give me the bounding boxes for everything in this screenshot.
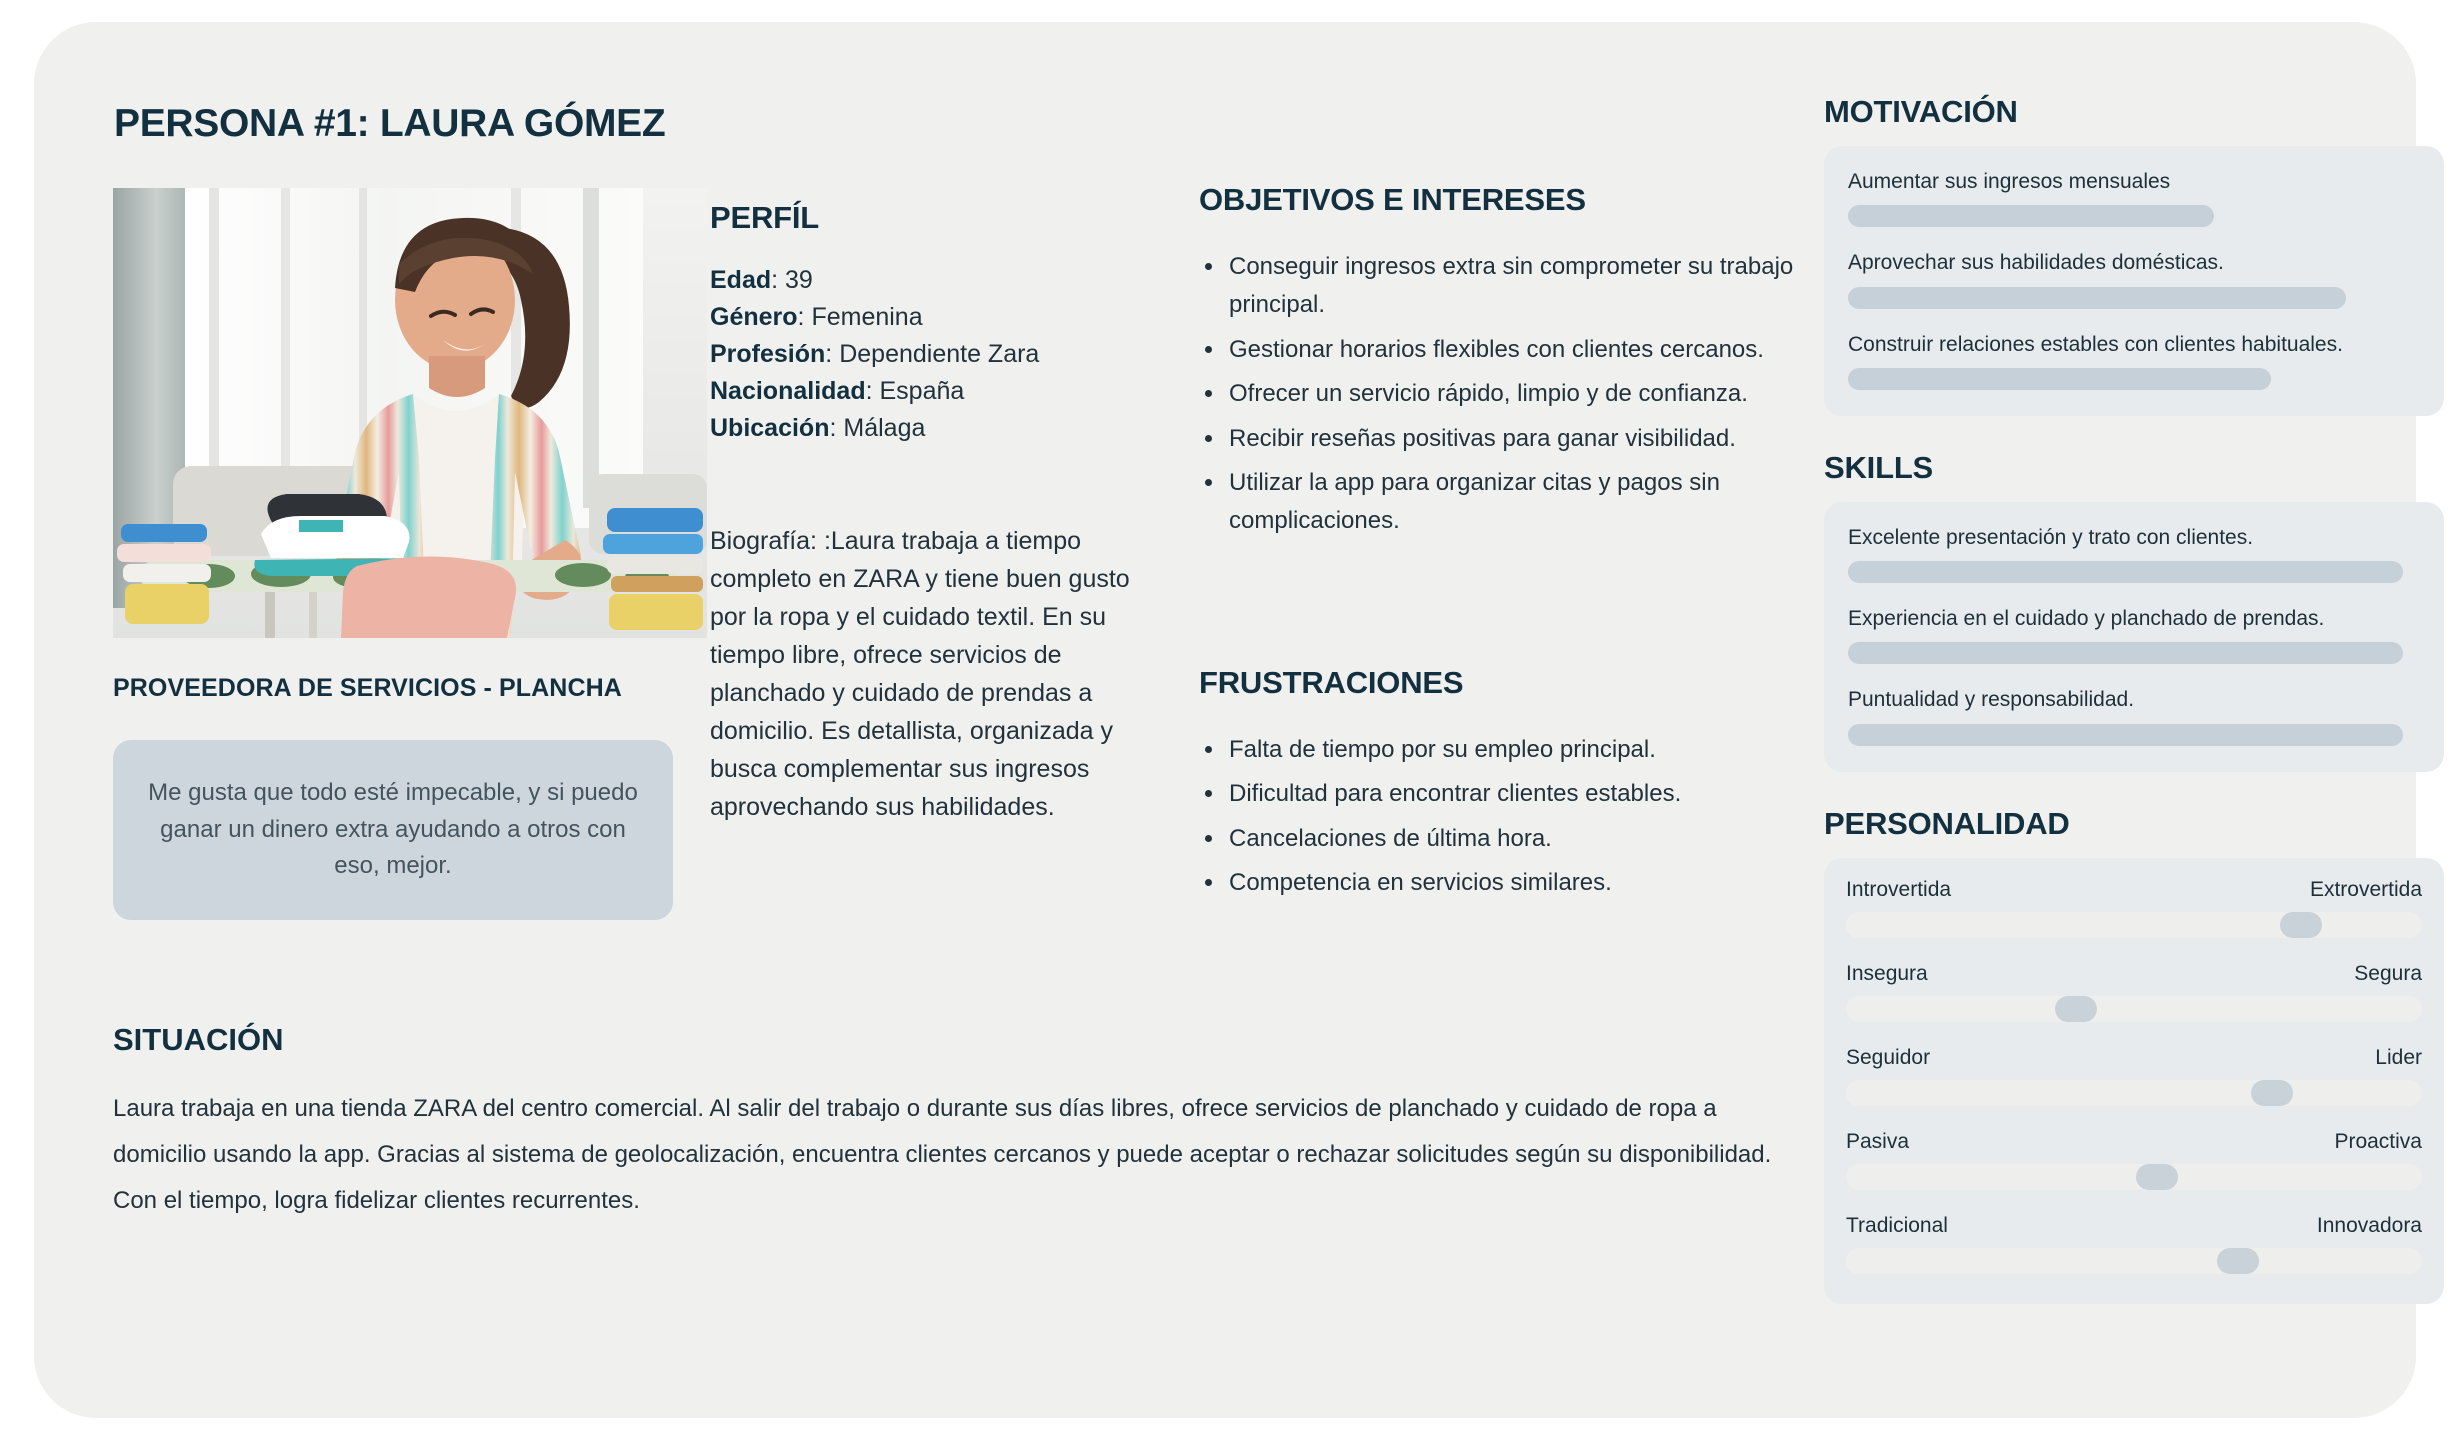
woman-ironing-illustration [113,188,707,638]
persona-photo [113,188,707,638]
list-item: Gestionar horarios flexibles con clientes cercanos. [1199,331,1799,369]
trait-knob[interactable] [2280,912,2322,938]
meter-label: Excelente presentación y trato con clientes. [1848,525,2254,549]
trait-label-right: Lider [2375,1045,2422,1069]
trait-slider[interactable] [1846,1164,2422,1190]
meter-bar [1848,205,2214,227]
trait-row [1846,1046,2422,1106]
role-label: PROVEEDORA DE SERVICIOS - PLANCHA [113,674,622,702]
objetivos-list [1199,248,1799,541]
trait-label-right: Innovadora [2316,1213,2422,1237]
perfil-value-ubicacion: Málaga [843,414,926,442]
trait-row [1846,878,2422,938]
meter-group [1848,331,2420,390]
trait-row [1846,1130,2422,1190]
trait-slider[interactable] [1846,1080,2422,1106]
meter-label: Construir relaciones estables con clientes habituales. [1848,332,2343,356]
perfil-row-nacionalidad: Nacionalidad: España [710,377,965,405]
perfil-row-ubicacion: Ubicación: Málaga [710,414,926,442]
trait-labels [1846,1046,2422,1070]
biography-text: Biografía: :Laura trabaja a tiempo completo en ZARA y tiene buen gusto por la ropa y el cuidado textil. En su tiempo libre, ofrece servicios de planchado y cuidado de prendas a domicilio. Es detallista, organizada y busca complementar sus ingresos aprovechando sus habilidades. [710,527,1130,821]
meter-group [1848,249,2420,308]
trait-labels [1846,1130,2422,1154]
perfil-value-profesion: Dependiente Zara [839,340,1040,368]
meter-label: Aprovechar sus habilidades domésticas. [1848,251,2224,275]
list-item: Competencia en servicios similares. [1199,864,1799,902]
trait-labels [1846,962,2422,986]
skills-heading: SKILLS [1824,449,1934,485]
perfil-row-edad: Edad: 39 [710,266,813,294]
motivacion-panel [1824,146,2444,416]
trait-knob[interactable] [2055,996,2097,1022]
frustraciones-section [1199,665,1799,909]
meter-bar [1848,368,2271,390]
trait-label-left: Introvertida [1846,877,1952,901]
meter-group [1848,524,2420,583]
perfil-value-edad: 39 [785,266,813,294]
motivacion-heading: MOTIVACIÓN [1824,94,2018,129]
trait-label-left: Seguidor [1846,1045,1931,1069]
trait-row [1846,1214,2422,1274]
list-item: Ofrecer un servicio rápido, limpio y de confianza. [1199,375,1799,413]
meter-bar [1848,642,2403,664]
meter-group [1848,605,2420,664]
trait-labels [1846,1214,2422,1238]
trait-knob[interactable] [2136,1164,2178,1190]
perfil-value-nacionalidad: España [879,377,965,405]
perfil-label-edad: Edad [710,266,772,294]
frustraciones-heading: FRUSTRACIONES [1199,665,1464,700]
trait-knob[interactable] [2251,1080,2293,1106]
trait-label-right: Segura [2354,961,2422,985]
list-item: Conseguir ingresos extra sin comprometer su trabajo principal. [1199,248,1799,325]
meter-bar [1848,561,2403,583]
right-column [1824,94,2444,1304]
meter-group [1848,168,2420,227]
personalidad-heading: PERSONALIDAD [1824,805,2070,841]
objetivos-heading: OBJETIVOS E INTERESES [1199,182,1586,217]
perfil-section [710,200,1140,447]
personalidad-panel [1824,858,2444,1304]
perfil-heading: PERFÍL [710,200,820,235]
list-item: Utilizar la app para organizar citas y pagos sin complicaciones. [1199,464,1799,541]
perfil-row-profesion: Profesión: Dependiente Zara [710,340,1040,368]
trait-label-right: Extrovertida [2309,877,2422,901]
situacion-section [113,1022,1773,1224]
perfil-label-profesion: Profesión [710,340,826,368]
trait-knob[interactable] [2217,1248,2259,1274]
perfil-label-nacionalidad: Nacionalidad [710,377,866,405]
quote-box [113,740,673,920]
trait-row [1846,962,2422,1022]
frustraciones-list [1199,731,1799,903]
meter-group [1848,686,2420,745]
list-item: Falta de tiempo por su empleo principal. [1199,731,1799,769]
perfil-label-ubicacion: Ubicación [710,414,830,442]
trait-label-left: Insegura [1846,961,1928,985]
persona-card [34,22,2422,1418]
objetivos-section [1199,182,1799,547]
perfil-label-genero: Género [710,303,798,331]
perfil-value-genero: Femenina [811,303,923,331]
meter-label: Aumentar sus ingresos mensuales [1848,170,2171,193]
trait-slider[interactable] [1846,912,2422,938]
trait-label-left: Tradicional [1846,1213,1948,1237]
trait-label-left: Pasiva [1846,1129,1910,1153]
list-item: Cancelaciones de última hora. [1199,820,1799,858]
quote-text: Me gusta que todo esté impecable, y si puedo ganar un dinero extra ayudando a otros con eso, mejor. [148,779,638,880]
trait-labels [1846,878,2422,902]
trait-slider[interactable] [1846,1248,2422,1274]
meter-bar [1848,724,2403,746]
situacion-heading: SITUACIÓN [113,1022,284,1057]
meter-label: Experiencia en el cuidado y planchado de prendas. [1848,607,2325,631]
trait-label-right: Proactiva [2334,1129,2422,1153]
list-item: Recibir reseñas positivas para ganar visibilidad. [1199,420,1799,458]
perfil-row-genero: Género: Femenina [710,303,923,331]
meter-bar [1848,287,2346,309]
meter-label: Puntualidad y responsabilidad. [1848,688,2135,712]
situacion-text: Laura trabaja en una tienda ZARA del centro comercial. Al salir del trabajo o durante sus días libres, ofrece servicios de planchado y cuidado de ropa a domicilio usando la app. Gracias al sistema de geolocalización, encuentra clientes cercanos y puede aceptar o rechazar solicitudes según su disponibilidad. Con el tiempo, logra fidelizar clientes recurrentes. [113,1095,1772,1215]
list-item: Dificultad para encontrar clientes estables. [1199,775,1799,813]
page-title: PERSONA #1: LAURA GÓMEZ [114,102,666,145]
trait-slider[interactable] [1846,996,2422,1022]
skills-panel [1824,502,2444,772]
